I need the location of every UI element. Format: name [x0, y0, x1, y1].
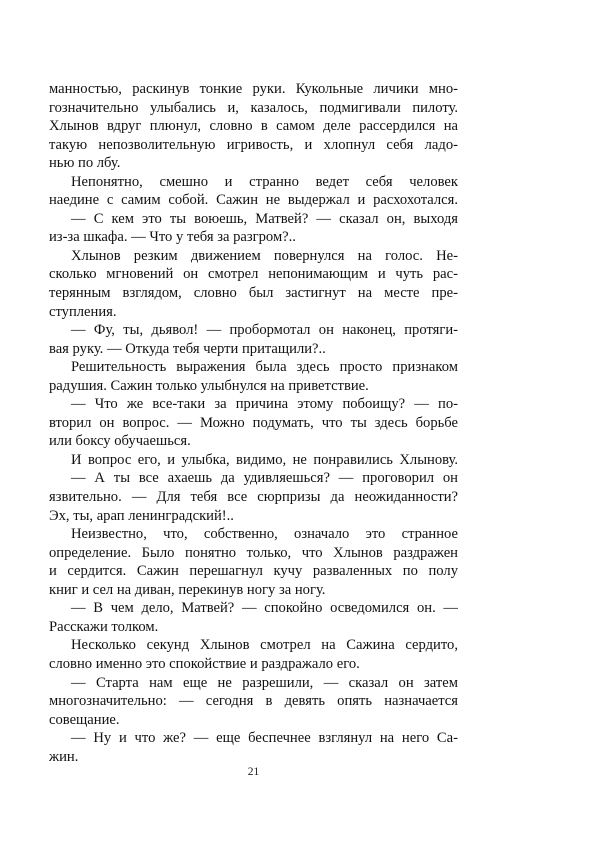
text-line: из-за шкафа. — Что у тебя за разгром?..: [49, 229, 296, 246]
body-text: [49, 80, 458, 766]
text-line: Расскажи толком.: [49, 618, 159, 635]
text-line: определение. Было понятно только, что Хлынов раздражен: [49, 544, 458, 561]
text-line: такую непозволительную игривость, и хлопнул себя ладо-: [49, 136, 458, 153]
text-line: гозначительно улыбались и, казалось, подмигивали пилоту.: [49, 99, 458, 116]
text-line: Несколько секунд Хлынов смотрел на Сажина сердито,: [71, 637, 458, 654]
text-line: и сердится. Сажин перешагнул кучу разваленных по полу: [49, 563, 458, 580]
text-line: сколько мгновений он смотрел непонимающим и чуть рас-: [49, 266, 458, 283]
text-line: словно именно это спокойствие и раздражало его.: [49, 655, 360, 672]
text-line: язвительно. — Для тебя все сюрпризы да неожиданности?: [49, 489, 458, 506]
text-line: — Фу, ты, дьявол! — пробормотал он наконец, протяги-: [71, 322, 458, 339]
text-line: манностью, раскинув тонкие руки. Кукольные личики мно-: [49, 81, 458, 97]
text-line: наедине с самим собой. Сажин не выдержал и расхохотался.: [49, 192, 458, 209]
text-line: — А ты все ахаешь да удивляешься? — проговорил он: [71, 470, 458, 487]
text-line: многозначительно: — сегодня в девять опять назначается: [49, 693, 458, 710]
text-line: — Старта нам еще не разрешили, — сказал он затем: [71, 674, 458, 691]
text-line: Неизвестно, что, собственно, означало это странное: [71, 526, 458, 543]
text-line: нью по лбу.: [49, 155, 121, 172]
text-line: — В чем дело, Матвей? — спокойно осведомился он. —: [71, 600, 458, 617]
text-line: И вопрос его, и улыбка, видимо, не понравились Хлынову.: [71, 451, 458, 468]
text-line: совещание.: [49, 711, 120, 728]
text-line: Эх, ты, арап ленинградский!..: [49, 507, 234, 524]
text-line: — С кем это ты воюешь, Матвей? — сказал он, выходя: [71, 210, 458, 227]
text-line: — Что же все-таки за причина этому побоищу? — по-: [71, 396, 458, 413]
text-line: ступления.: [49, 303, 117, 320]
text-line: — Ну и что же? — еще беспечнее взглянул на него Са-: [71, 730, 458, 747]
text-line: Непонятно, смешно и странно ведет себя человек: [71, 173, 458, 190]
text-line: Хлынов вдруг плюнул, словно в самом деле рассердился на: [49, 118, 458, 135]
text-line: вторил он вопрос. — Можно подумать, что ты здесь борьбе: [49, 414, 458, 431]
text-line: терянным взглядом, словно был застигнут на месте пре-: [49, 285, 458, 302]
text-line: радушия. Сажин только улыбнулся на приветствие.: [49, 377, 369, 394]
text-line: книг и сел на диван, перекинув ногу за ногу.: [49, 581, 326, 598]
text-line: жин.: [49, 748, 79, 765]
text-line: Решительность выражения была здесь просто признаком: [71, 359, 458, 376]
text-line: или боксу обучаешься.: [49, 433, 191, 450]
text-line: Хлынов резким движением повернулся на голос. Не-: [71, 247, 458, 264]
page-number: 21: [247, 766, 260, 778]
text-line: вая руку. — Откуда тебя черти притащили?..: [49, 340, 326, 357]
